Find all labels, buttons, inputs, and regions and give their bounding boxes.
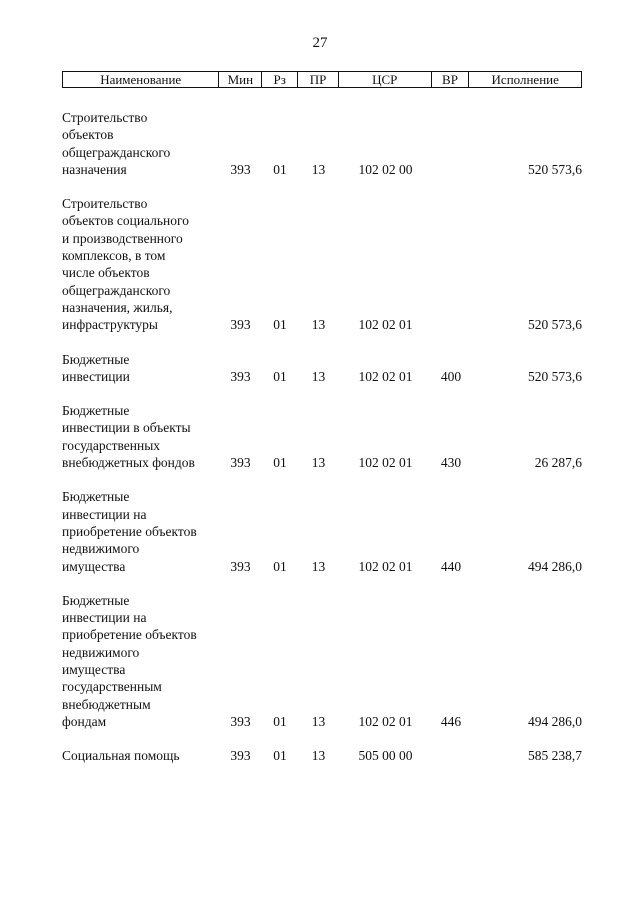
table-row bbox=[62, 747, 582, 764]
cell-min: 393 bbox=[230, 317, 251, 333]
name-line: Социальная помощь bbox=[62, 748, 180, 764]
cell-pr: 13 bbox=[311, 713, 326, 729]
cell-exec: 520 573,6 bbox=[528, 317, 582, 333]
name-line: комплексов, в том bbox=[62, 248, 166, 264]
header-rz: Рз bbox=[262, 72, 298, 87]
cell-rz: 01 bbox=[273, 558, 287, 574]
cell-min: 393 bbox=[230, 748, 251, 764]
cell-exec: 26 287,6 bbox=[534, 455, 582, 471]
cell-name bbox=[62, 195, 219, 333]
table-row bbox=[62, 109, 582, 178]
cell-rz: 01 bbox=[273, 748, 287, 764]
cell-name bbox=[62, 747, 219, 764]
cell-name bbox=[62, 488, 219, 574]
name-line: Бюджетные bbox=[62, 592, 130, 608]
name-line: общегражданского bbox=[62, 282, 171, 298]
cell-csr: 102 02 01 bbox=[358, 558, 413, 574]
cell-exec: 494 286,0 bbox=[528, 558, 582, 574]
header-pr: ПР bbox=[298, 72, 339, 87]
header-csr: ЦСР bbox=[339, 72, 432, 87]
cell-rz: 01 bbox=[273, 161, 287, 177]
cell-exec: 520 573,6 bbox=[528, 368, 582, 384]
cell-name bbox=[62, 109, 219, 178]
table-row bbox=[62, 195, 582, 333]
table-header bbox=[62, 71, 582, 88]
name-line: Бюджетные bbox=[62, 489, 130, 505]
cell-vr: 400 bbox=[440, 368, 462, 384]
cell-vr: 440 bbox=[440, 558, 462, 574]
name-line: Строительство bbox=[62, 110, 148, 125]
name-line: инвестиции на bbox=[62, 610, 147, 626]
name-line: приобретение объектов bbox=[62, 627, 197, 643]
cell-csr: 102 02 01 bbox=[358, 713, 413, 729]
name-line: назначения, жилья, bbox=[62, 299, 173, 315]
header-vr: ВР bbox=[432, 72, 470, 87]
cell-pr: 13 bbox=[311, 317, 326, 333]
table-row bbox=[62, 402, 582, 471]
header-name: Наименование bbox=[63, 72, 219, 87]
name-line: государственным bbox=[62, 679, 162, 695]
name-line: и производственного bbox=[62, 230, 183, 246]
cell-min: 393 bbox=[230, 558, 251, 574]
table-row bbox=[62, 592, 582, 730]
name-line: внебюджетным bbox=[62, 696, 151, 712]
cell-pr: 13 bbox=[311, 748, 326, 764]
name-line: числе объектов bbox=[62, 265, 150, 281]
cell-min: 393 bbox=[230, 713, 251, 729]
cell-csr: 102 02 01 bbox=[358, 455, 413, 471]
cell-min: 393 bbox=[230, 368, 251, 384]
table-row bbox=[62, 351, 582, 386]
cell-csr: 102 02 01 bbox=[358, 368, 413, 384]
cell-name bbox=[62, 351, 219, 386]
name-line: недвижимого bbox=[62, 541, 140, 557]
cell-vr: 430 bbox=[440, 455, 462, 471]
name-line: фондам bbox=[62, 713, 107, 729]
header-exec: Исполнение bbox=[491, 72, 559, 87]
table-row bbox=[62, 488, 582, 574]
cell-rz: 01 bbox=[273, 317, 287, 333]
name-line: внебюджетных фондов bbox=[62, 455, 195, 471]
name-line: государственных bbox=[62, 437, 161, 453]
name-line: общегражданского bbox=[62, 144, 171, 160]
name-line: имущества bbox=[62, 662, 126, 678]
cell-pr: 13 bbox=[311, 368, 326, 384]
cell-exec: 494 286,0 bbox=[528, 713, 582, 729]
cell-pr: 13 bbox=[311, 558, 326, 574]
name-line: объектов bbox=[62, 127, 114, 143]
cell-vr: 446 bbox=[440, 713, 462, 729]
cell-exec: 520 573,6 bbox=[528, 161, 582, 177]
name-line: инвестиции bbox=[62, 368, 130, 384]
header-min: Мин bbox=[219, 72, 262, 87]
cell-csr: 505 00 00 bbox=[358, 748, 413, 764]
table-body bbox=[62, 109, 582, 782]
cell-pr: 13 bbox=[311, 455, 326, 471]
name-line: Бюджетные bbox=[62, 351, 130, 367]
cell-csr: 102 02 00 bbox=[358, 161, 413, 177]
name-line: объектов социального bbox=[62, 213, 189, 229]
cell-exec: 585 238,7 bbox=[528, 748, 582, 764]
name-line: недвижимого bbox=[62, 644, 140, 660]
cell-min: 393 bbox=[230, 161, 251, 177]
name-line: инфраструктуры bbox=[62, 317, 158, 333]
page-number: 27 bbox=[312, 35, 328, 51]
name-line: инвестиции в объекты bbox=[62, 420, 191, 436]
name-line: имущества bbox=[62, 558, 126, 574]
cell-rz: 01 bbox=[273, 455, 287, 471]
name-line: Строительство bbox=[62, 196, 148, 212]
name-line: инвестиции на bbox=[62, 506, 147, 522]
cell-rz: 01 bbox=[273, 713, 287, 729]
name-line: Бюджетные bbox=[62, 403, 130, 419]
cell-csr: 102 02 01 bbox=[358, 317, 413, 333]
cell-min: 393 bbox=[230, 455, 251, 471]
name-line: назначения bbox=[62, 161, 127, 177]
cell-rz: 01 bbox=[273, 368, 287, 384]
cell-name bbox=[62, 592, 219, 730]
name-line: приобретение объектов bbox=[62, 523, 197, 539]
cell-name bbox=[62, 402, 219, 471]
cell-pr: 13 bbox=[311, 161, 326, 177]
